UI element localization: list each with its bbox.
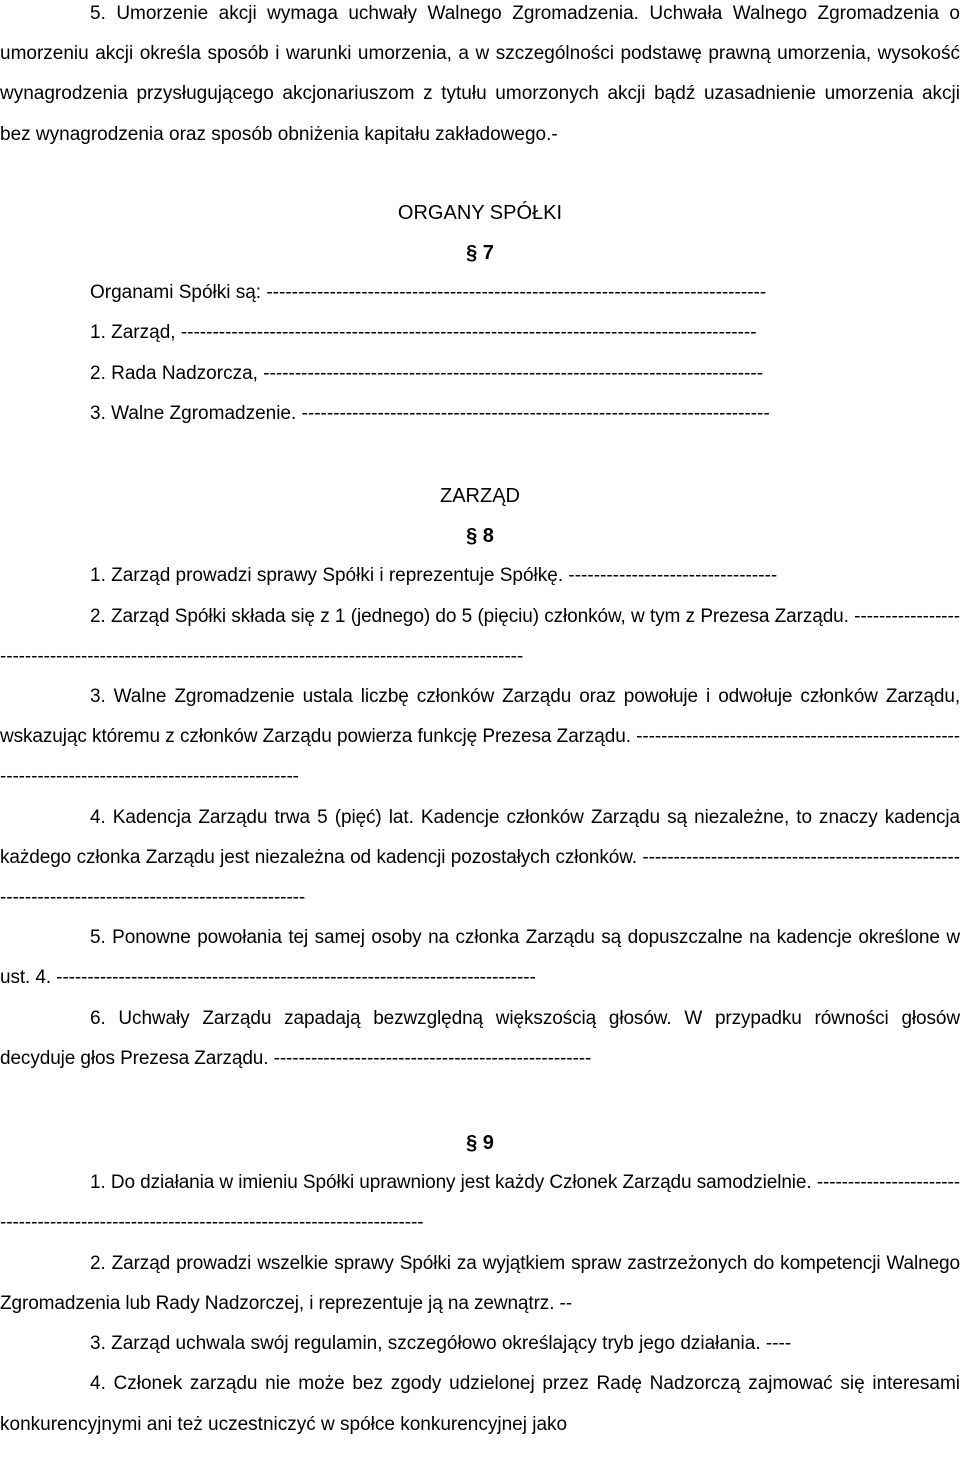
zarzad-item-2: 2. Zarząd Spółki składa się z 1 (jednego) do 5 (pięciu) członków, w tym z Prezesa Zarządu. ----------------------------------------------------------------------------------------------------- (0, 605, 960, 667)
zarzad-item-3: 3. Walne Zgromadzenie ustala liczbę członków Zarządu oraz powołuje i odwołuje członków Zarządu, wskazując któremu z członków Zarządu powierza funkcję Prezesa Zarządu. ---------------------------------------------------------------------------------------------------- (0, 686, 960, 788)
section-5-paragraph: 5. Umorzenie akcji wymaga uchwały Walnego Zgromadzenia. Uchwała Walnego Zgromadzenia o umorzeniu akcji określa sposób i warunki umorzenia, a w szczególności podstawę prawną umorzenia, wysokość wynagrodzenia przysługującego akcjonariuszom z tytułu umorzonych akcji bądź uzasadnienie umorzenia akcji bez wynagrodzenia oraz sposób obniżenia kapitału zakładowego.- (0, 3, 960, 145)
paragraph-7-title (0, 233, 960, 273)
organy-item-3: 3. Walne Zgromadzenie. -------------------------------------------------------------------------- (90, 402, 770, 424)
paragraph-8-label: § 8 (466, 525, 494, 548)
paragraph-7-label: § 7 (466, 242, 494, 265)
par9-item-4: 4. Członek zarządu nie może bez zgody udzielonej przez Radę Nadzorczą zajmować się interesami konkurencyjnymi ani też uczestniczyć w spółce konkurencyjnej jako (0, 1373, 960, 1435)
zarzad-item-6: 6. Uchwały Zarządu zapadają bezwzględną większością głosów. W przypadku równości głosów decyduje głos Prezesa Zarządu. --------------------------------------------------- (0, 1007, 960, 1069)
organy-item-1: 1. Zarząd, ------------------------------------------------------------------------------------------- (90, 322, 757, 344)
zarzad-item-5: 5. Ponowne powołania tej samej osoby na członka Zarządu są dopuszczalne na kadencje określone w ust. 4. ----------------------------------------------------------------------------- (0, 927, 960, 989)
organy-item-2: 2. Rada Nadzorcza, ------------------------------------------------------------------------------- (90, 362, 764, 384)
zarzad-heading: ZARZĄD (440, 485, 520, 508)
par9-item-3: 3. Zarząd uchwala swój regulamin, szczegółowo określający tryb jego działania. ---- (90, 1333, 792, 1355)
paragraph-9-title (0, 1123, 960, 1163)
zarzad-item-4: 4. Kadencja Zarządu trwa 5 (pięć) lat. Kadencje członków Zarządu są niezależne, to znaczy kadencja każdego członka Zarządu jest niezależna od kadencji pozostałych członków. ---------------------------------------------------------------------------------------------------- (0, 806, 960, 909)
par9-item-2: 2. Zarząd prowadzi wszelkie sprawy Spółki za wyjątkiem spraw zastrzeżonych do kompetencji Walnego Zgromadzenia lub Rady Nadzorczej, i reprezentuje ją na zewnątrz. -- (0, 1252, 960, 1314)
paragraph-8-title (0, 516, 960, 556)
organy-heading: ORGANY SPÓŁKI (397, 201, 563, 224)
zarzad-item-1: 1. Zarząd prowadzi sprawy Spółki i reprezentuje Spółkę. --------------------------------- (90, 565, 778, 587)
organy-intro: Organami Spółki są: ------------------------------------------------------------------------------- (90, 282, 767, 304)
paragraph-9-label: § 9 (466, 1132, 494, 1155)
par9-item-1: 1. Do działania w imieniu Spółki uprawniony jest każdy Członek Zarządu samodzielnie. ------------------------------------------------------------------------------------------- (0, 1172, 960, 1234)
